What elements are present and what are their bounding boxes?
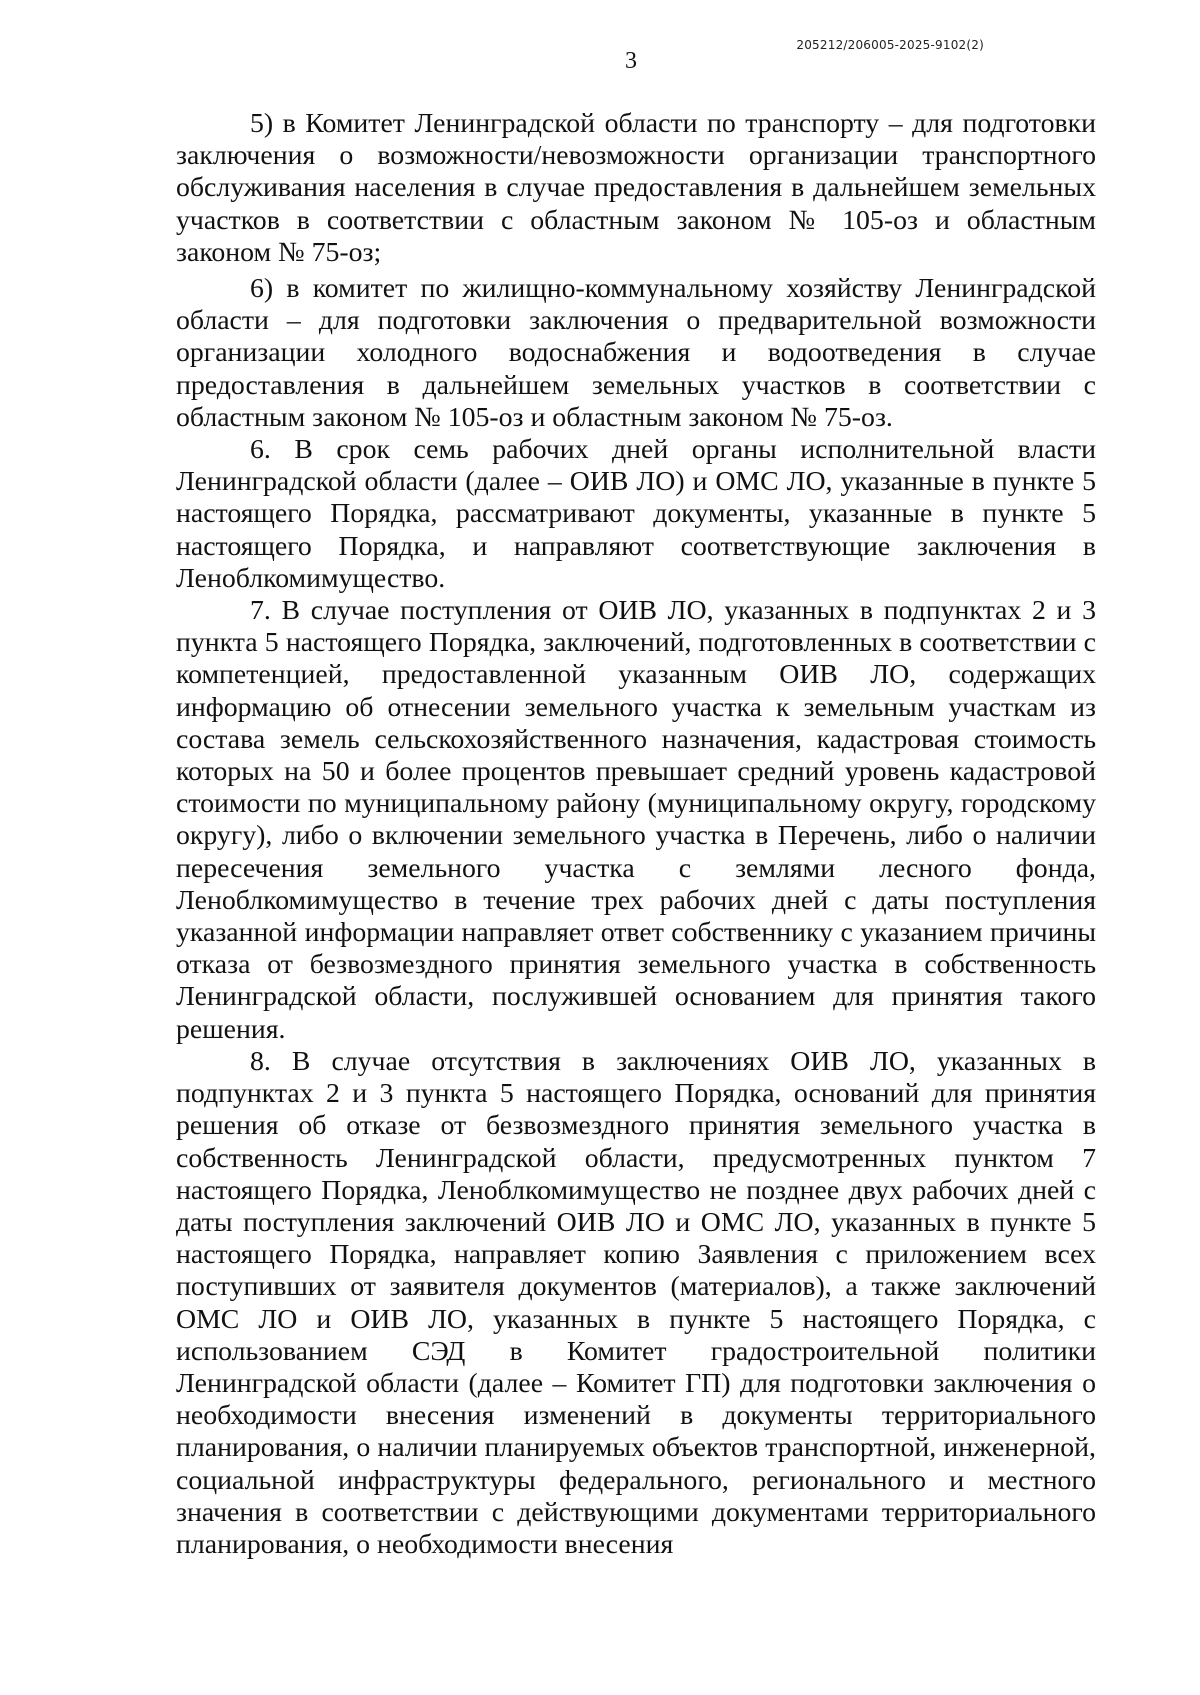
paragraph-item-8: 8. В случае отсутствия в заключениях ОИВ ЛО, указанных в подпунктах 2 и 3 пункта 5 настоящего Порядка, оснований для принятия решения об отказе от безвозмездного принятия земельного участка в собственность Ленинградской области, предусмотренных пунктом 7 настоящего Порядка, Леноблкомимущество не позднее двух рабочих дней с даты поступления заключений ОИВ ЛО и ОМС ЛО, указанных в пункте 5 настоящего Порядка, направляет копию Заявления с приложением всех поступивших от заявителя документов (материалов), а также заключений ОМС ЛО и ОИВ ЛО, указанных в пункте 5 настоящего Порядка, с использованием СЭД в Комитет градостроительной политики Ленинградской области (далее – Комитет ГП) для подготовки заключения о необходимости внесения изменений в документы территориального планирования, о наличии планируемых объектов транспортной, инженерной, социальной инфраструктуры федерального, регионального и местного значения в соответствии с действующими документами территориального планирования, о необходимости внесения bbox=[176, 1045, 1096, 1560]
paragraph-subitem-6: 6) в комитет по жилищно-коммунальному хозяйству Ленинградской области – для подготовки заключения о предварительной возможности организации холодного водоснабжения и водоотведения в случае предоставления в дальнейшем земельных участков в соответствии с областным законом № 105-оз и областным законом № 75-оз. bbox=[176, 273, 1096, 433]
page-number: 3 bbox=[625, 48, 637, 74]
paragraph-subitem-5: 5) в Комитет Ленинградской области по транспорту – для подготовки заключения о возможности/невозможности организации транспортного обслуживания населения в случае предоставления в дальнейшем земельных участков в соответствии с областным законом № 105-оз и областным законом № 75-оз; bbox=[176, 108, 1096, 268]
paragraph-item-6: 6. В срок семь рабочих дней органы исполнительной власти Ленинградской области (далее – ОИВ ЛО) и ОМС ЛО, указанные в пункте 5 настоящего Порядка, рассматривают документы, указанные в пункте 5 настоящего Порядка, и направляют соответствующие заключения в Леноблкомимущество. bbox=[176, 434, 1096, 594]
document-body bbox=[176, 108, 1096, 1561]
paragraph-item-7: 7. В случае поступления от ОИВ ЛО, указанных в подпунктах 2 и 3 пункта 5 настоящего Порядка, заключений, подготовленных в соответствии с компетенцией, предоставленной указанным ОИВ ЛО, содержащих информацию об отнесении земельного участка к земельным участкам из состава земель сельскохозяйственного назначения, кадастровая стоимость которых на 50 и более процентов превышает средний уровень кадастровой стоимости по муниципальному району (муниципальному округу, городскому округу), либо о включении земельного участка в Перечень, либо о наличии пересечения земельного участка с землями лесного фонда, Леноблкомимущество в течение трех рабочих дней с даты поступления указанной информации направляет ответ собственнику с указанием причины отказа от безвозмездного принятия земельного участка в собственность Ленинградской области, послужившей основанием для принятия такого решения. bbox=[176, 595, 1096, 1045]
document-registration-number: 205212/206005-2025-9102(2) bbox=[796, 38, 984, 52]
